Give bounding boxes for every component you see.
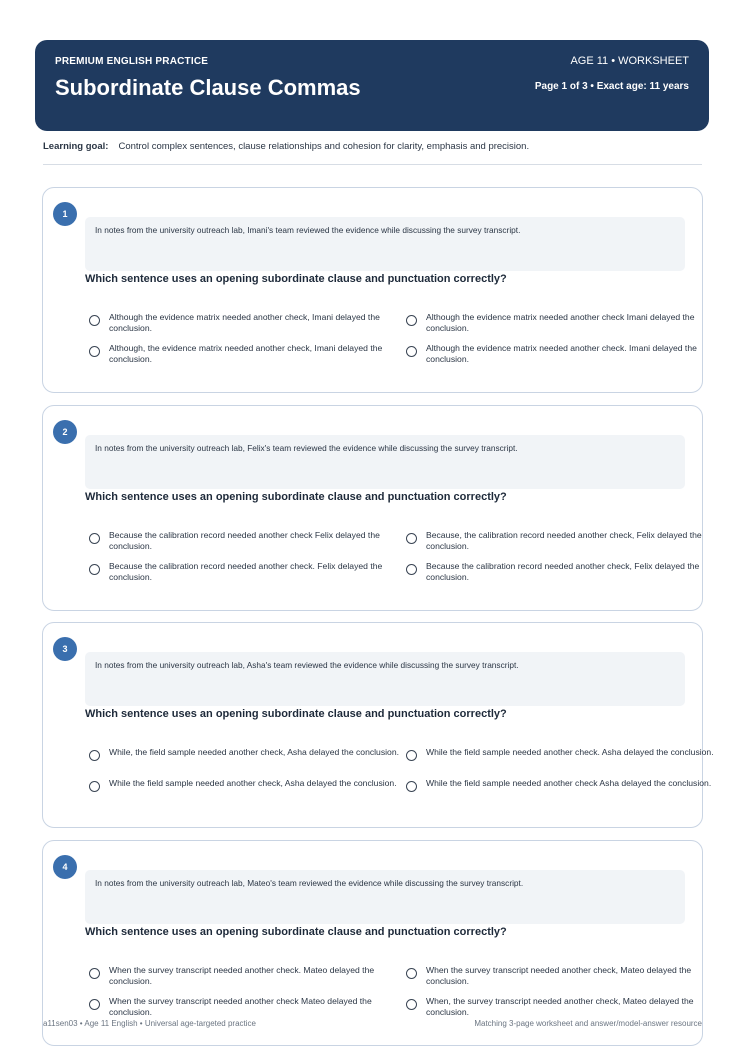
brand-label: PREMIUM ENGLISH PRACTICE [55,56,209,67]
option-text: Although the evidence matrix needed another check. Imani delayed the conclusion. [426,343,697,364]
question-context: In notes from the university outreach lab, Mateo's team reviewed the evidence while discussing the survey transcript. [85,870,685,924]
question-prompt: Which sentence uses an opening subordinate clause and punctuation correctly? [85,708,507,720]
option-text: While the field sample needed another check, Asha delayed the conclusion. [109,778,397,788]
option-text: Because the calibration record needed another check. Felix delayed the conclusion. [109,561,383,582]
footer-right: Matching 3-page worksheet and answer/model-answer resource [474,1019,702,1028]
learning-goal-text: Control complex sentences, clause relationships and cohesion for clarity, emphasis and precision. [118,141,530,152]
question-card-3 [42,622,714,828]
option-text: Although, the evidence matrix needed another check, Imani delayed the conclusion. [109,343,383,364]
radio-button[interactable] [89,315,100,326]
learning-goal [43,141,529,152]
radio-button[interactable] [406,781,417,792]
question-card-2 [42,405,703,611]
learning-goal-label: Learning goal: [43,141,109,152]
radio-button[interactable] [89,750,100,761]
question-card-4 [42,840,703,1046]
radio-button[interactable] [406,564,417,575]
worksheet-meta: AGE 11 • WORKSHEET [570,55,689,67]
radio-button[interactable] [89,968,100,979]
option-text: Although the evidence matrix needed another check Imani delayed the conclusion. [426,312,695,333]
radio-button[interactable] [406,315,417,326]
option-text: While, the field sample needed another check, Asha delayed the conclusion. [109,747,399,757]
option-text: Because the calibration record needed another check, Felix delayed the conclusion. [426,561,700,582]
question-context: In notes from the university outreach lab, Imani's team reviewed the evidence while discussing the survey transcript. [85,217,685,271]
option-text: Because, the calibration record needed another check, Felix delayed the conclusion. [426,530,702,551]
option-text: When the survey transcript needed another check, Mateo delayed the conclusion. [426,965,692,986]
radio-button[interactable] [89,781,100,792]
option-text: Because the calibration record needed another check Felix delayed the conclusion. [109,530,380,551]
question-number: 1 [53,202,77,226]
question-prompt: Which sentence uses an opening subordinate clause and punctuation correctly? [85,926,507,938]
radio-button[interactable] [89,999,100,1010]
question-prompt: Which sentence uses an opening subordinate clause and punctuation correctly? [85,273,507,285]
question-number: 2 [53,420,77,444]
option-text: While the field sample needed another check Asha delayed the conclusion. [426,778,712,788]
option-text: When the survey transcript needed another check. Mateo delayed the conclusion. [109,965,375,986]
question-context: In notes from the university outreach lab, Felix's team reviewed the evidence while discussing the survey transcript. [85,435,685,489]
radio-button[interactable] [89,564,100,575]
radio-button[interactable] [406,968,417,979]
radio-button[interactable] [89,533,100,544]
radio-button[interactable] [89,346,100,357]
option-text: When the survey transcript needed another check Mateo delayed the conclusion. [109,996,372,1017]
option-text: While the field sample needed another check. Asha delayed the conclusion. [426,747,714,757]
question-number: 3 [53,637,77,661]
worksheet-header [35,40,709,131]
radio-button[interactable] [406,533,417,544]
option-text: Although the evidence matrix needed another check, Imani delayed the conclusion. [109,312,380,333]
radio-button[interactable] [406,999,417,1010]
radio-button[interactable] [406,346,417,357]
question-prompt: Which sentence uses an opening subordinate clause and punctuation correctly? [85,491,507,503]
question-card-1 [42,187,703,393]
option-text: When, the survey transcript needed another check, Mateo delayed the conclusion. [426,996,694,1017]
page-title: Subordinate Clause Commas [55,75,361,100]
radio-button[interactable] [406,750,417,761]
question-context: In notes from the university outreach lab, Asha's team reviewed the evidence while discussing the survey transcript. [85,652,685,706]
question-number: 4 [53,855,77,879]
page-info: Page 1 of 3 • Exact age: 11 years [534,81,689,92]
divider [43,164,702,165]
footer-left: a11sen03 • Age 11 English • Universal age-targeted practice [43,1019,256,1028]
